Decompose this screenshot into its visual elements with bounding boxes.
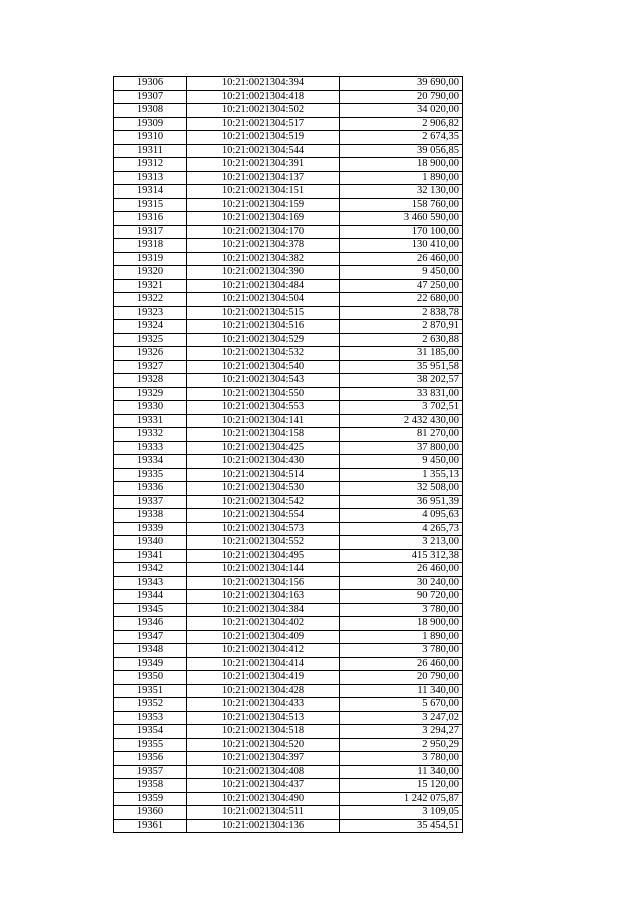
row-number-cell: 19354: [114, 725, 187, 739]
row-number-cell: 19359: [114, 792, 187, 806]
row-number-cell: 19340: [114, 536, 187, 550]
cadastral-number-cell: 10:21:0021304:514: [187, 468, 340, 482]
table-row: [114, 806, 463, 820]
table-row: [114, 185, 463, 199]
value-cell: 11 340,00: [340, 684, 463, 698]
row-number-cell: 19355: [114, 738, 187, 752]
cadastral-number-cell: 10:21:0021304:144: [187, 563, 340, 577]
row-number-cell: 19325: [114, 333, 187, 347]
table-row: [114, 333, 463, 347]
value-cell: 35 454,51: [340, 819, 463, 833]
table-row: [114, 752, 463, 766]
table-row: [114, 252, 463, 266]
value-cell: 39 690,00: [340, 77, 463, 91]
row-number-cell: 19319: [114, 252, 187, 266]
cadastral-number-cell: 10:21:0021304:418: [187, 90, 340, 104]
value-cell: 18 900,00: [340, 617, 463, 631]
row-number-cell: 19343: [114, 576, 187, 590]
value-cell: 32 508,00: [340, 482, 463, 496]
table-row: [114, 90, 463, 104]
value-cell: 1 242 075,87: [340, 792, 463, 806]
value-cell: 30 240,00: [340, 576, 463, 590]
value-cell: 36 951,39: [340, 495, 463, 509]
cadastral-number-cell: 10:21:0021304:553: [187, 401, 340, 415]
row-number-cell: 19350: [114, 671, 187, 685]
cadastral-number-cell: 10:21:0021304:484: [187, 279, 340, 293]
table-row: [114, 576, 463, 590]
value-cell: 3 780,00: [340, 644, 463, 658]
value-cell: 90 720,00: [340, 590, 463, 604]
table-row: [114, 698, 463, 712]
row-number-cell: 19326: [114, 347, 187, 361]
value-cell: 158 760,00: [340, 198, 463, 212]
value-cell: 20 790,00: [340, 90, 463, 104]
table-row: [114, 684, 463, 698]
row-number-cell: 19336: [114, 482, 187, 496]
cadastral-number-cell: 10:21:0021304:552: [187, 536, 340, 550]
table-row: [114, 549, 463, 563]
row-number-cell: 19309: [114, 117, 187, 131]
cadastral-number-cell: 10:21:0021304:141: [187, 414, 340, 428]
table-row: [114, 738, 463, 752]
row-number-cell: 19308: [114, 104, 187, 118]
row-number-cell: 19344: [114, 590, 187, 604]
cadastral-number-cell: 10:21:0021304:159: [187, 198, 340, 212]
row-number-cell: 19339: [114, 522, 187, 536]
table-row: [114, 455, 463, 469]
cadastral-number-cell: 10:21:0021304:402: [187, 617, 340, 631]
value-cell: 3 780,00: [340, 603, 463, 617]
cadastral-number-cell: 10:21:0021304:515: [187, 306, 340, 320]
value-cell: 9 450,00: [340, 266, 463, 280]
row-number-cell: 19315: [114, 198, 187, 212]
cadastral-number-cell: 10:21:0021304:519: [187, 131, 340, 145]
row-number-cell: 19358: [114, 779, 187, 793]
table-body: [114, 77, 463, 833]
table-row: [114, 374, 463, 388]
cadastral-number-cell: 10:21:0021304:156: [187, 576, 340, 590]
table-row: [114, 212, 463, 226]
cadastral-number-cell: 10:21:0021304:170: [187, 225, 340, 239]
table-row: [114, 279, 463, 293]
row-number-cell: 19357: [114, 765, 187, 779]
table-row: [114, 779, 463, 793]
cadastral-number-cell: 10:21:0021304:158: [187, 428, 340, 442]
row-number-cell: 19351: [114, 684, 187, 698]
value-cell: 4 095,63: [340, 509, 463, 523]
cadastral-number-cell: 10:21:0021304:390: [187, 266, 340, 280]
value-cell: 26 460,00: [340, 252, 463, 266]
row-number-cell: 19331: [114, 414, 187, 428]
cadastral-number-cell: 10:21:0021304:433: [187, 698, 340, 712]
cadastral-number-cell: 10:21:0021304:573: [187, 522, 340, 536]
row-number-cell: 19321: [114, 279, 187, 293]
value-cell: 22 680,00: [340, 293, 463, 307]
value-cell: 4 265,73: [340, 522, 463, 536]
row-number-cell: 19316: [114, 212, 187, 226]
table-row: [114, 536, 463, 550]
cadastral-number-cell: 10:21:0021304:520: [187, 738, 340, 752]
value-cell: 20 790,00: [340, 671, 463, 685]
table-row: [114, 441, 463, 455]
cadastral-number-cell: 10:21:0021304:378: [187, 239, 340, 253]
row-number-cell: 19334: [114, 455, 187, 469]
table-row: [114, 158, 463, 172]
row-number-cell: 19328: [114, 374, 187, 388]
table-row: [114, 198, 463, 212]
cadastral-number-cell: 10:21:0021304:169: [187, 212, 340, 226]
value-cell: 33 831,00: [340, 387, 463, 401]
row-number-cell: 19310: [114, 131, 187, 145]
value-cell: 3 780,00: [340, 752, 463, 766]
cadastral-number-cell: 10:21:0021304:397: [187, 752, 340, 766]
table-row: [114, 239, 463, 253]
table-row: [114, 495, 463, 509]
table-row: [114, 131, 463, 145]
cadastral-number-cell: 10:21:0021304:518: [187, 725, 340, 739]
row-number-cell: 19313: [114, 171, 187, 185]
row-number-cell: 19320: [114, 266, 187, 280]
value-cell: 39 056,85: [340, 144, 463, 158]
value-cell: 5 670,00: [340, 698, 463, 712]
value-cell: 37 800,00: [340, 441, 463, 455]
table-row: [114, 171, 463, 185]
table-row: [114, 617, 463, 631]
table-row: [114, 117, 463, 131]
value-cell: 2 432 430,00: [340, 414, 463, 428]
row-number-cell: 19323: [114, 306, 187, 320]
cadastral-number-cell: 10:21:0021304:425: [187, 441, 340, 455]
cadastral-number-cell: 10:21:0021304:504: [187, 293, 340, 307]
table-row: [114, 387, 463, 401]
row-number-cell: 19338: [114, 509, 187, 523]
value-cell: 170 100,00: [340, 225, 463, 239]
cadastral-number-cell: 10:21:0021304:391: [187, 158, 340, 172]
value-cell: 1 890,00: [340, 171, 463, 185]
row-number-cell: 19356: [114, 752, 187, 766]
value-cell: 47 250,00: [340, 279, 463, 293]
table-row: [114, 644, 463, 658]
value-cell: 26 460,00: [340, 657, 463, 671]
value-cell: 3 109,05: [340, 806, 463, 820]
row-number-cell: 19341: [114, 549, 187, 563]
value-cell: 3 460 590,00: [340, 212, 463, 226]
value-cell: 415 312,38: [340, 549, 463, 563]
value-cell: 3 247,02: [340, 711, 463, 725]
value-cell: 3 213,00: [340, 536, 463, 550]
value-cell: 1 890,00: [340, 630, 463, 644]
value-cell: 81 270,00: [340, 428, 463, 442]
cadastral-number-cell: 10:21:0021304:550: [187, 387, 340, 401]
table-row: [114, 509, 463, 523]
value-cell: 2 630,88: [340, 333, 463, 347]
table-row: [114, 77, 463, 91]
row-number-cell: 19312: [114, 158, 187, 172]
row-number-cell: 19307: [114, 90, 187, 104]
cadastral-number-cell: 10:21:0021304:414: [187, 657, 340, 671]
value-cell: 2 674,35: [340, 131, 463, 145]
row-number-cell: 19318: [114, 239, 187, 253]
value-cell: 2 950,29: [340, 738, 463, 752]
cadastral-number-cell: 10:21:0021304:412: [187, 644, 340, 658]
cadastral-number-cell: 10:21:0021304:532: [187, 347, 340, 361]
table-row: [114, 657, 463, 671]
table-row: [114, 630, 463, 644]
value-cell: 11 340,00: [340, 765, 463, 779]
cadastral-number-cell: 10:21:0021304:384: [187, 603, 340, 617]
table-row: [114, 144, 463, 158]
value-cell: 2 870,91: [340, 320, 463, 334]
cadastral-number-cell: 10:21:0021304:544: [187, 144, 340, 158]
cadastral-number-cell: 10:21:0021304:511: [187, 806, 340, 820]
row-number-cell: 19329: [114, 387, 187, 401]
value-cell: 9 450,00: [340, 455, 463, 469]
cadastral-number-cell: 10:21:0021304:409: [187, 630, 340, 644]
cadastral-number-cell: 10:21:0021304:428: [187, 684, 340, 698]
cadastral-number-cell: 10:21:0021304:430: [187, 455, 340, 469]
row-number-cell: 19322: [114, 293, 187, 307]
row-number-cell: 19342: [114, 563, 187, 577]
row-number-cell: 19330: [114, 401, 187, 415]
cadastral-number-cell: 10:21:0021304:554: [187, 509, 340, 523]
value-cell: 26 460,00: [340, 563, 463, 577]
table-row: [114, 765, 463, 779]
cadastral-number-cell: 10:21:0021304:136: [187, 819, 340, 833]
cadastral-number-cell: 10:21:0021304:495: [187, 549, 340, 563]
value-cell: 3 294,27: [340, 725, 463, 739]
cadastral-number-cell: 10:21:0021304:163: [187, 590, 340, 604]
table-row: [114, 671, 463, 685]
row-number-cell: 19346: [114, 617, 187, 631]
value-cell: 1 355,13: [340, 468, 463, 482]
row-number-cell: 19335: [114, 468, 187, 482]
table-row: [114, 320, 463, 334]
cadastral-value-table: [113, 76, 463, 833]
row-number-cell: 19361: [114, 819, 187, 833]
value-cell: 130 410,00: [340, 239, 463, 253]
cadastral-number-cell: 10:21:0021304:513: [187, 711, 340, 725]
table-row: [114, 347, 463, 361]
row-number-cell: 19332: [114, 428, 187, 442]
row-number-cell: 19324: [114, 320, 187, 334]
cadastral-number-cell: 10:21:0021304:137: [187, 171, 340, 185]
value-cell: 31 185,00: [340, 347, 463, 361]
cadastral-number-cell: 10:21:0021304:540: [187, 360, 340, 374]
value-cell: 34 020,00: [340, 104, 463, 118]
table-row: [114, 725, 463, 739]
row-number-cell: 19353: [114, 711, 187, 725]
cadastral-number-cell: 10:21:0021304:502: [187, 104, 340, 118]
row-number-cell: 19347: [114, 630, 187, 644]
value-cell: 18 900,00: [340, 158, 463, 172]
table-row: [114, 414, 463, 428]
table-row: [114, 590, 463, 604]
cadastral-number-cell: 10:21:0021304:151: [187, 185, 340, 199]
cadastral-number-cell: 10:21:0021304:530: [187, 482, 340, 496]
table-row: [114, 104, 463, 118]
table-row: [114, 792, 463, 806]
table-row: [114, 468, 463, 482]
cadastral-number-cell: 10:21:0021304:529: [187, 333, 340, 347]
value-cell: 2 838,78: [340, 306, 463, 320]
cadastral-number-cell: 10:21:0021304:437: [187, 779, 340, 793]
table-row: [114, 266, 463, 280]
row-number-cell: 19333: [114, 441, 187, 455]
table-row: [114, 293, 463, 307]
table-row: [114, 306, 463, 320]
table-row: [114, 711, 463, 725]
cadastral-number-cell: 10:21:0021304:517: [187, 117, 340, 131]
cadastral-number-cell: 10:21:0021304:382: [187, 252, 340, 266]
row-number-cell: 19306: [114, 77, 187, 91]
table-row: [114, 428, 463, 442]
value-cell: 38 202,57: [340, 374, 463, 388]
cadastral-number-cell: 10:21:0021304:543: [187, 374, 340, 388]
table-row: [114, 225, 463, 239]
cadastral-number-cell: 10:21:0021304:394: [187, 77, 340, 91]
cadastral-number-cell: 10:21:0021304:490: [187, 792, 340, 806]
cadastral-number-cell: 10:21:0021304:516: [187, 320, 340, 334]
table-row: [114, 522, 463, 536]
value-cell: 15 120,00: [340, 779, 463, 793]
table-row: [114, 360, 463, 374]
value-cell: 32 130,00: [340, 185, 463, 199]
row-number-cell: 19349: [114, 657, 187, 671]
row-number-cell: 19348: [114, 644, 187, 658]
table-row: [114, 603, 463, 617]
row-number-cell: 19337: [114, 495, 187, 509]
row-number-cell: 19360: [114, 806, 187, 820]
cadastral-number-cell: 10:21:0021304:542: [187, 495, 340, 509]
row-number-cell: 19314: [114, 185, 187, 199]
row-number-cell: 19345: [114, 603, 187, 617]
row-number-cell: 19352: [114, 698, 187, 712]
row-number-cell: 19327: [114, 360, 187, 374]
cadastral-number-cell: 10:21:0021304:408: [187, 765, 340, 779]
table-row: [114, 819, 463, 833]
row-number-cell: 19317: [114, 225, 187, 239]
table-row: [114, 482, 463, 496]
table-row: [114, 401, 463, 415]
value-cell: 2 906,82: [340, 117, 463, 131]
value-cell: 35 951,58: [340, 360, 463, 374]
cadastral-number-cell: 10:21:0021304:419: [187, 671, 340, 685]
row-number-cell: 19311: [114, 144, 187, 158]
value-cell: 3 702,51: [340, 401, 463, 415]
table-row: [114, 563, 463, 577]
